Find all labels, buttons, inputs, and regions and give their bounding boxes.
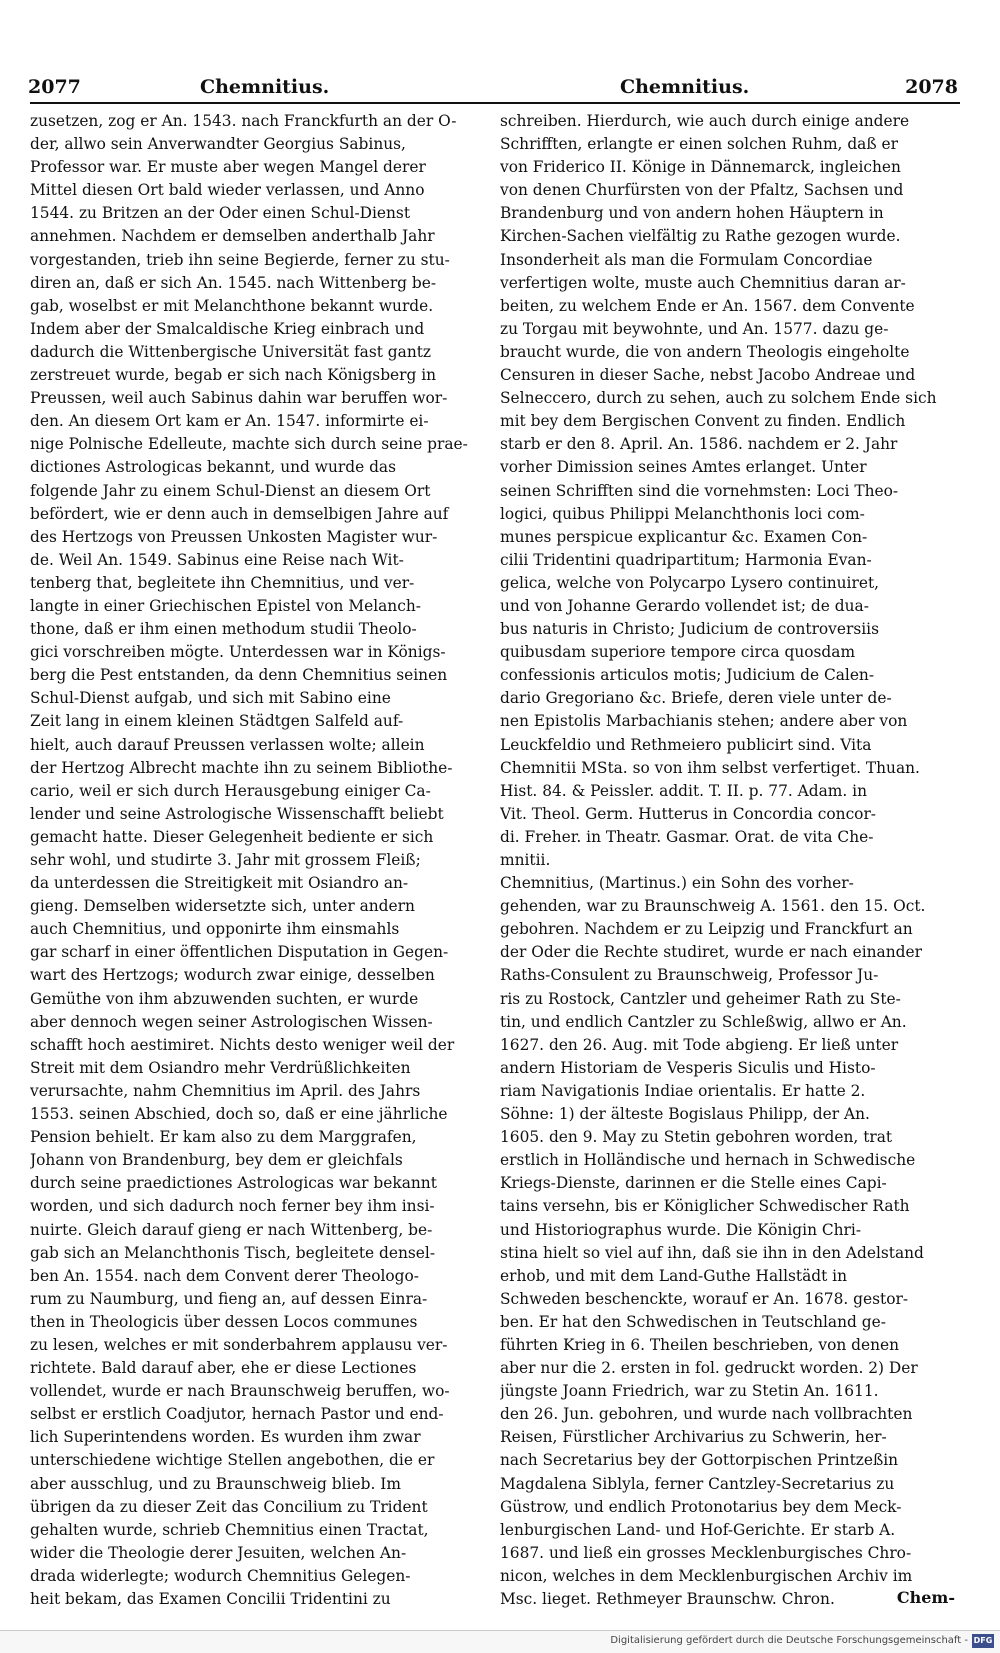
text-line: logici, quibus Philippi Melanchthonis loci com- [500,504,865,523]
text-line: unterschiedene wichtige Stellen angebothen, die er [30,1451,435,1470]
text-line: der, allwo sein Anverwandter Georgius Sabinus, [30,135,406,154]
text-line: des Hertzogs von Preussen Unkosten Magister wur- [30,527,438,546]
text-line: vorher Dimission seines Amtes erlanget. Unter [500,458,867,477]
text-line: Chemnitii MSta. so von ihm selbst verfertiget. Thuan. [500,758,920,777]
text-line: Güstrow, und endlich Protonotarius bey dem Meck- [500,1497,902,1516]
text-line: cilii Tridentini quadripartitum; Harmonia Evan- [500,550,872,569]
text-line: ben An. 1554. nach dem Convent derer Theologo- [30,1266,419,1285]
text-line: gehalten wurde, schrieb Chemnitius einen Tractat, [30,1520,429,1539]
text-line: lender und seine Astrologische Wissenschafft beliebt [30,804,444,823]
footer-credit-text: Digitalisierung gefördert durch die Deutsche Forschungsgemeinschaft - [610,1635,968,1646]
text-line: ris zu Rostock, Cantzler und geheimer Rath zu Ste- [500,989,901,1008]
text-line: dario Gregoriano &c. Briefe, deren viele unter de- [500,689,892,708]
left-running-head: Chemnitius. [200,76,330,98]
text-line: verfertigen wolte, muste auch Chemnitius daran ar- [500,273,906,292]
text-line: zu lesen, welches er mit sonderbahrem applausu ver- [30,1335,448,1354]
text-line: da unterdessen die Streitigkeit mit Osiandro an- [30,874,409,893]
text-line: Professor war. Er muste aber wegen Mangel derer [30,158,426,177]
text-line: Söhne: 1) der älteste Bogislaus Philipp, der An. [500,1105,870,1124]
text-line: Gemüthe von ihm abzuwenden suchten, er wurde [30,989,419,1008]
left-page-number: 2077 [28,76,81,98]
text-line: 1544. zu Britzen an der Oder einen Schul-Dienst [30,204,411,223]
text-line: braucht wurde, die von andern Theologis eingeholte [500,342,910,361]
text-line: Vit. Theol. Germ. Hutterus in Concordia concor- [500,804,877,823]
text-line: aber ausschlug, und zu Braunschweig blieb. Im [30,1474,401,1493]
text-line: nen Epistolis Marbachianis stehen; andere aber von [500,712,908,731]
text-line: Chemnitius, (Martinus.) ein Sohn des vorher- [500,874,854,893]
text-line: zerstreuet wurde, begab er sich nach Königsberg in [30,366,437,385]
text-line: zu Torgau mit beywohnte, und An. 1577. dazu ge- [500,319,889,338]
text-line: mit bey dem Bergischen Convent zu finden. Endlich [500,412,906,431]
text-line: Kriegs-Dienste, darinnen er die Stelle eines Capi- [500,1174,887,1193]
text-line: 1605. den 9. May zu Stetin gebohren worden, trat [500,1128,893,1147]
text-line: befördert, wie er denn auch in demselbigen Jahre auf [30,504,449,523]
text-line: der Hertzog Albrecht machte ihn zu seinem Bibliothe- [30,758,453,777]
text-line: Hist. 84. & Peissler. addit. T. II. p. 77. Adam. in [500,781,868,800]
text-line: Brandenburg und von andern hohen Häuptern in [500,204,884,223]
text-line: und Historiographus wurde. Die Königin Chri- [500,1220,862,1239]
text-line: von Friderico II. Könige in Dännemarck, ingleichen [500,158,901,177]
catchword: Chem- [896,1588,955,1607]
digitization-footer [0,1630,1000,1653]
text-line: durch seine praedictiones Astrologicas war bekannt [30,1174,437,1193]
text-line: Zeit lang in einem kleinen Städtgen Salfeld auf- [30,712,404,731]
text-line: 1627. den 26. Aug. mit Tode abgieng. Er ließ unter [500,1035,899,1054]
text-line: wider die Theologie derer Jesuiten, welchen An- [30,1543,407,1562]
text-line: gab, woselbst er mit Melanchthone bekannt wurde. [30,296,434,315]
text-line: vollendet, wurde er nach Braunschweig beruffen, wo- [30,1382,450,1401]
text-line: aber dennoch wegen seiner Astrologischen Wissen- [30,1012,433,1031]
right-page-number: 2078 [905,76,958,98]
text-line: zusetzen, zog er An. 1543. nach Franckfurth an der O- [30,112,457,130]
text-line: der Oder die Rechte studiret, wurde er nach einander [500,943,922,962]
right-text-column [500,110,963,1611]
text-line: then in Theologicis über dessen Locos communes [30,1312,418,1331]
text-line: Selneccero, durch zu sehen, auch zu solchem Ende sich [500,389,937,408]
text-line: Reisen, Fürstlicher Archivarius zu Schwerin, her- [500,1428,887,1447]
text-line: nach Secretarius bey der Gottorpischen Printzeßin [500,1451,899,1470]
text-line: wart des Hertzogs; wodurch zwar einige, desselben [30,966,435,985]
text-line: Schul-Dienst aufgab, und sich mit Sabino eine [30,689,391,708]
text-line: Magdalena Siblyla, ferner Cantzley-Secretarius zu [500,1474,895,1493]
text-line: Mittel diesen Ort bald wieder verlassen, und Anno [30,181,425,200]
text-line: gehenden, war zu Braunschweig A. 1561. den 15. Oct. [500,897,926,916]
text-line: erhob, und mit dem Land-Guthe Hallstädt in [500,1266,848,1285]
running-header [28,76,958,102]
text-line: Johann von Brandenburg, bey dem er gleichfals [30,1151,403,1170]
text-line: thone, daß er ihm einen methodum studii Theolo- [30,620,417,639]
text-line: annehmen. Nachdem er demselben anderthalb Jahr [30,227,435,246]
text-line: schreiben. Hierdurch, wie auch durch einige andere [500,112,910,130]
text-line: selbst er erstlich Coadjutor, hernach Pastor und end- [30,1405,444,1424]
text-line: und von Johanne Gerardo vollendet ist; de dua- [500,596,869,615]
text-line: gar scharf in einer öffentlichen Disputation in Gegen- [30,943,449,962]
right-running-head: Chemnitius. [620,76,750,98]
text-line: Kirchen-Sachen vielfältig zu Rathe gezogen wurde. [500,227,901,246]
text-line: richtete. Bald darauf aber, ehe er diese Lectiones [30,1359,417,1378]
text-line: diren an, daß er sich An. 1545. nach Wittenberg be- [30,273,437,292]
text-line: sehr wohl, und studirte 3. Jahr mit grossem Fleiß; [30,851,421,869]
text-line: confessionis articulos motis; Judicium de Calen- [500,666,875,685]
text-line: bus naturis in Christo; Judicium de controversiis [500,620,879,639]
text-line: lenburgischen Land- und Hof-Gerichte. Er starb A. [500,1520,896,1539]
text-line: stina hielt so viel auf ihn, daß sie ihn in den Adelstand [500,1243,924,1262]
text-line: dadurch die Wittenbergische Universität fast gantz [30,342,432,361]
text-line: Pension behielt. Er kam also zu dem Marggrafen, [30,1128,417,1147]
text-line: den. An diesem Ort kam er An. 1547. informirte ei- [30,412,429,431]
text-line: erstlich in Holländische und hernach in Schwedische [500,1151,916,1170]
text-line: tains versehn, bis er Königlicher Schwedischer Rath [500,1197,910,1216]
text-line: aber nur die 2. ersten in fol. gedruckt worden. 2) Der [500,1359,918,1378]
text-line: gebohren. Nachdem er zu Leipzig und Franckfurt an [500,920,913,939]
text-line: berg die Pest entstanden, da denn Chemnitius seinen [30,666,448,685]
text-line: nige Polnische Edelleute, machte sich durch seine prae- [30,435,468,454]
text-line: andern Historiam de Vesperis Siculis und Histo- [500,1058,876,1077]
text-line: mnitii. [500,851,551,869]
text-line: 1553. seinen Abschied, doch so, daß er eine jährliche [30,1105,448,1124]
text-line: starb er den 8. April. An. 1586. nachdem er 2. Jahr [500,435,898,454]
text-line: verursachte, nahm Chemnitius im April. des Jahrs [30,1081,421,1100]
text-line: schafft hoch aestimiret. Nichts desto weniger weil der [30,1035,455,1054]
text-line: führten Krieg in 6. Theilen beschrieben, von denen [500,1335,900,1354]
text-line: vorgestanden, trieb ihn seine Begierde, ferner zu stu- [30,250,450,269]
text-line: folgende Jahr zu einem Schul-Dienst an diesem Ort [30,481,431,500]
text-line: cario, weil er sich durch Herausgebung einiger Ca- [30,781,431,800]
text-line: den 26. Jun. gebohren, und wurde nach vollbrachten [500,1405,913,1424]
text-line: von denen Churfürsten von der Pfaltz, Sachsen und [500,181,904,200]
text-line: gici vorschreiben mögte. Unterdessen war in Königs- [30,643,446,662]
text-line: Schweden beschenckte, worauf er An. 1678. gestor- [500,1289,909,1308]
text-line: gelica, welche von Polycarpo Lysero continuiret, [500,573,880,592]
text-line: riam Navigationis Indiae orientalis. Er hatte 2. [500,1081,866,1100]
text-line: ben. Er hat den Schwedischen in Teutschland ge- [500,1312,886,1331]
text-line: gemacht hatte. Dieser Gelegenheit bediente er sich [30,827,434,846]
text-line: Msc. lieget. Rethmeyer Braunschw. Chron. [500,1590,835,1608]
text-line: nicon, welches in dem Mecklenburgischen Archiv im [500,1566,913,1585]
left-text-column [30,110,488,1611]
text-line: drada widerlegte; wodurch Chemnitius Gelegen- [30,1566,411,1585]
text-line: auch Chemnitius, und opponirte ihm einsmahls [30,920,400,939]
text-line: dictiones Astrologicas bekannt, und wurde das [30,458,396,477]
text-line: nuirte. Gleich darauf gieng er nach Wittenberg, be- [30,1220,433,1239]
text-line: di. Freher. in Theatr. Gasmar. Orat. de vita Che- [500,827,874,846]
text-line: gab sich an Melanchthonis Tisch, begleitete densel- [30,1243,436,1262]
text-line: übrigen da zu dieser Zeit das Concilium zu Trident [30,1497,428,1516]
text-line: jüngste Joann Friedrich, war zu Stetin An. 1611. [500,1382,879,1401]
text-line: hielt, auch darauf Preussen verlassen wolte; allein [30,735,425,754]
text-line: Streit mit dem Osiandro mehr Verdrüßlichkeiten [30,1058,411,1077]
text-line: Censuren in dieser Sache, nebst Jacobo Andreae und [500,366,916,385]
dfg-logo: DFG [972,1634,994,1648]
text-line: worden, und sich dadurch noch ferner bey ihm insi- [30,1197,435,1216]
text-line: lich Superintendens worden. Es wurden ihm zwar [30,1428,421,1447]
text-line: tenberg that, begleitete ihn Chemnitius, und ver- [30,573,415,592]
text-line: langte in einer Griechischen Epistel von Melanch- [30,596,421,615]
text-line: quibusdam superiore tempore circa quosdam [500,643,856,662]
header-rule [30,102,960,104]
text-line: Insonderheit als man die Formulam Concordiae [500,250,873,269]
text-line: Raths-Consulent zu Braunschweig, Professor Ju- [500,966,879,985]
text-line: de. Weil An. 1549. Sabinus eine Reise nach Wit- [30,550,404,569]
text-line: tin, und endlich Cantzler zu Schleßwig, allwo er An. [500,1012,907,1031]
text-line: rum zu Naumburg, und fieng an, auf dessen Einra- [30,1289,428,1308]
text-line: Schrifften, erlangte er einen solchen Ruhm, daß er [500,135,898,154]
text-line: Leuckfeldio und Rethmeiero publicirt sind. Vita [500,735,872,754]
text-line: seinen Schrifften sind die vornehmsten: Loci Theo- [500,481,899,500]
text-line: gieng. Demselben widersetzte sich, unter andern [30,897,415,916]
text-line: Indem aber der Smalcaldische Krieg einbrach und [30,319,425,338]
text-line: heit bekam, das Examen Concilii Tridentini zu [30,1590,391,1608]
text-line: munes perspicue explicantur &c. Examen Con- [500,527,868,546]
text-line: 1687. und ließ ein grosses Mecklenburgisches Chro- [500,1543,912,1562]
text-line: beiten, zu welchem Ende er An. 1567. dem Convente [500,296,915,315]
text-line: Preussen, weil auch Sabinus dahin war beruffen wor- [30,389,448,408]
